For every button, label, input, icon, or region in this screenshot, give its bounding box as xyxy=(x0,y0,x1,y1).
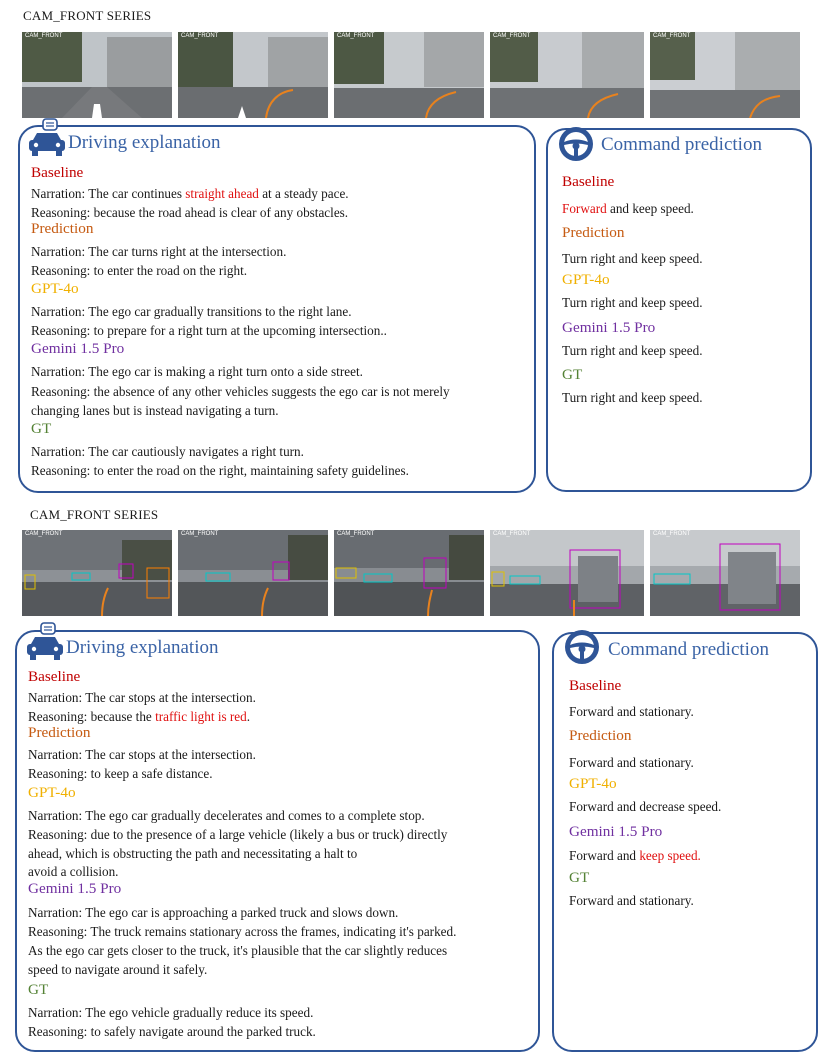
prediction-heading: Prediction xyxy=(562,224,625,241)
baseline-narration: Narration: The car stops at the intersection. xyxy=(28,690,256,705)
baseline-narration: Narration: The car continues straight ahead at a steady pace. xyxy=(31,186,349,201)
gpt-heading: GPT-4o xyxy=(28,784,76,801)
prediction-heading: Prediction xyxy=(569,727,632,744)
gt-heading: GT xyxy=(562,366,583,383)
gpt-reasoning-cont: ahead, which is obstructing the path and necessitating a halt to xyxy=(28,846,358,861)
baseline-command: Forward and stationary. xyxy=(569,704,694,719)
camera-frame-3 xyxy=(334,32,484,118)
camera-frame-3 xyxy=(334,530,484,616)
baseline-reasoning: Reasoning: because the road ahead is clear of any obstacles. xyxy=(31,205,349,220)
cam-front-tag: CAM_FRONT xyxy=(653,33,691,39)
cam-front-tag: CAM_FRONT xyxy=(25,531,63,537)
prediction-narration: Narration: The car stops at the intersection. xyxy=(28,747,256,762)
prediction-heading: Prediction xyxy=(28,724,91,741)
camera-frame-1 xyxy=(22,530,172,616)
cam-front-tag: CAM_FRONT xyxy=(337,33,375,39)
gemini-command: Forward and keep speed. xyxy=(569,848,701,863)
panel-title: Driving explanation xyxy=(68,132,221,153)
gemini-heading: Gemini 1.5 Pro xyxy=(31,340,125,357)
gemini-narration: Narration: The ego car is making a right turn onto a side street. xyxy=(31,364,363,379)
gemini-heading: Gemini 1.5 Pro xyxy=(562,319,656,336)
highlight-text: keep speed. xyxy=(639,848,701,863)
cam-front-tag: CAM_FRONT xyxy=(493,33,531,39)
prediction-narration: Narration: The car turns right at the intersection. xyxy=(31,244,287,259)
prediction-reasoning: Reasoning: to enter the road on the right. xyxy=(31,263,248,278)
highlight-text: straight ahead xyxy=(185,186,259,201)
cam-front-tag: CAM_FRONT xyxy=(181,531,219,537)
series-label: CAM_FRONT SERIES xyxy=(30,507,159,522)
cam-front-tag: CAM_FRONT xyxy=(493,531,531,537)
command-prediction-panel xyxy=(552,632,818,1052)
gpt-reasoning-cont: avoid a collision. xyxy=(28,864,119,879)
gt-heading: GT xyxy=(569,869,590,886)
gpt-command: Turn right and keep speed. xyxy=(562,295,703,310)
camera-frame-2 xyxy=(178,530,328,616)
cam-front-tag: CAM_FRONT xyxy=(653,531,691,537)
cam-front-tag: CAM_FRONT xyxy=(25,33,63,39)
gpt-command: Forward and decrease speed. xyxy=(569,799,722,814)
baseline-command: Forward and keep speed. xyxy=(562,201,694,216)
panel-title: Command prediction xyxy=(601,134,762,155)
baseline-heading: Baseline xyxy=(31,164,84,181)
cam-front-tag: CAM_FRONT xyxy=(181,33,219,39)
gemini-reasoning: Reasoning: The truck remains stationary across the frames, indicating it's parked. xyxy=(28,924,457,939)
gt-narration: Narration: The car cautiously navigates a right turn. xyxy=(31,444,304,459)
series-label: CAM_FRONT SERIES xyxy=(23,8,152,23)
gpt-heading: GPT-4o xyxy=(562,271,610,288)
gpt-heading: GPT-4o xyxy=(569,775,617,792)
car-chat-icon xyxy=(25,118,67,158)
gt-narration: Narration: The ego vehicle gradually reduce its speed. xyxy=(28,1005,314,1020)
panel-title: Driving explanation xyxy=(66,637,219,658)
panel-title: Command prediction xyxy=(608,639,769,660)
gpt-reasoning: Reasoning: due to the presence of a large vehicle (likely a bus or truck) directly xyxy=(28,827,448,842)
camera-frame-4 xyxy=(490,530,644,616)
baseline-reasoning: Reasoning: because the traffic light is red. xyxy=(28,709,251,724)
baseline-heading: Baseline xyxy=(28,668,81,685)
steering-wheel-icon xyxy=(563,628,601,666)
gt-heading: GT xyxy=(31,420,52,437)
highlight-text: Forward xyxy=(562,201,607,216)
gt-reasoning: Reasoning: to safely navigate around the parked truck. xyxy=(28,1024,316,1039)
car-chat-icon xyxy=(23,622,65,662)
gpt-narration: Narration: The ego car gradually decelerates and comes to a complete stop. xyxy=(28,808,425,823)
prediction-heading: Prediction xyxy=(31,220,94,237)
camera-frame-2 xyxy=(178,32,328,118)
gemini-heading: Gemini 1.5 Pro xyxy=(569,823,663,840)
gpt-heading: GPT-4o xyxy=(31,280,79,297)
camera-frame-5 xyxy=(650,32,800,118)
gemini-heading: Gemini 1.5 Pro xyxy=(28,880,122,897)
camera-frame-5 xyxy=(650,530,800,616)
prediction-command: Forward and stationary. xyxy=(569,755,694,770)
camera-frame-4 xyxy=(490,32,644,118)
gt-reasoning: Reasoning: to enter the road on the right, maintaining safety guidelines. xyxy=(31,463,409,478)
gemini-narration: Narration: The ego car is approaching a parked truck and slows down. xyxy=(28,905,399,920)
highlight-text: traffic light is red xyxy=(155,709,247,724)
cam-front-tag: CAM_FRONT xyxy=(337,531,375,537)
prediction-command: Turn right and keep speed. xyxy=(562,251,703,266)
gt-heading: GT xyxy=(28,981,49,998)
gemini-reasoning-cont: changing lanes but is instead navigating a turn. xyxy=(31,403,279,418)
gemini-command: Turn right and keep speed. xyxy=(562,343,703,358)
baseline-heading: Baseline xyxy=(562,173,615,190)
gt-command: Forward and stationary. xyxy=(569,893,694,908)
prediction-reasoning: Reasoning: to keep a safe distance. xyxy=(28,766,213,781)
gemini-reasoning: Reasoning: the absence of any other vehicles suggests the ego car is not merely xyxy=(31,384,450,399)
gemini-reasoning-cont: speed to navigate around it safely. xyxy=(28,962,208,977)
baseline-heading: Baseline xyxy=(569,677,622,694)
steering-wheel-icon xyxy=(557,125,595,163)
gt-command: Turn right and keep speed. xyxy=(562,390,703,405)
camera-frame-1 xyxy=(22,32,172,118)
gpt-reasoning: Reasoning: to prepare for a right turn at the upcoming intersection.. xyxy=(31,323,387,338)
gemini-reasoning-cont: As the ego car gets closer to the truck, it's plausible that the car slightly reduces xyxy=(28,943,448,958)
gpt-narration: Narration: The ego car gradually transitions to the right lane. xyxy=(31,304,352,319)
